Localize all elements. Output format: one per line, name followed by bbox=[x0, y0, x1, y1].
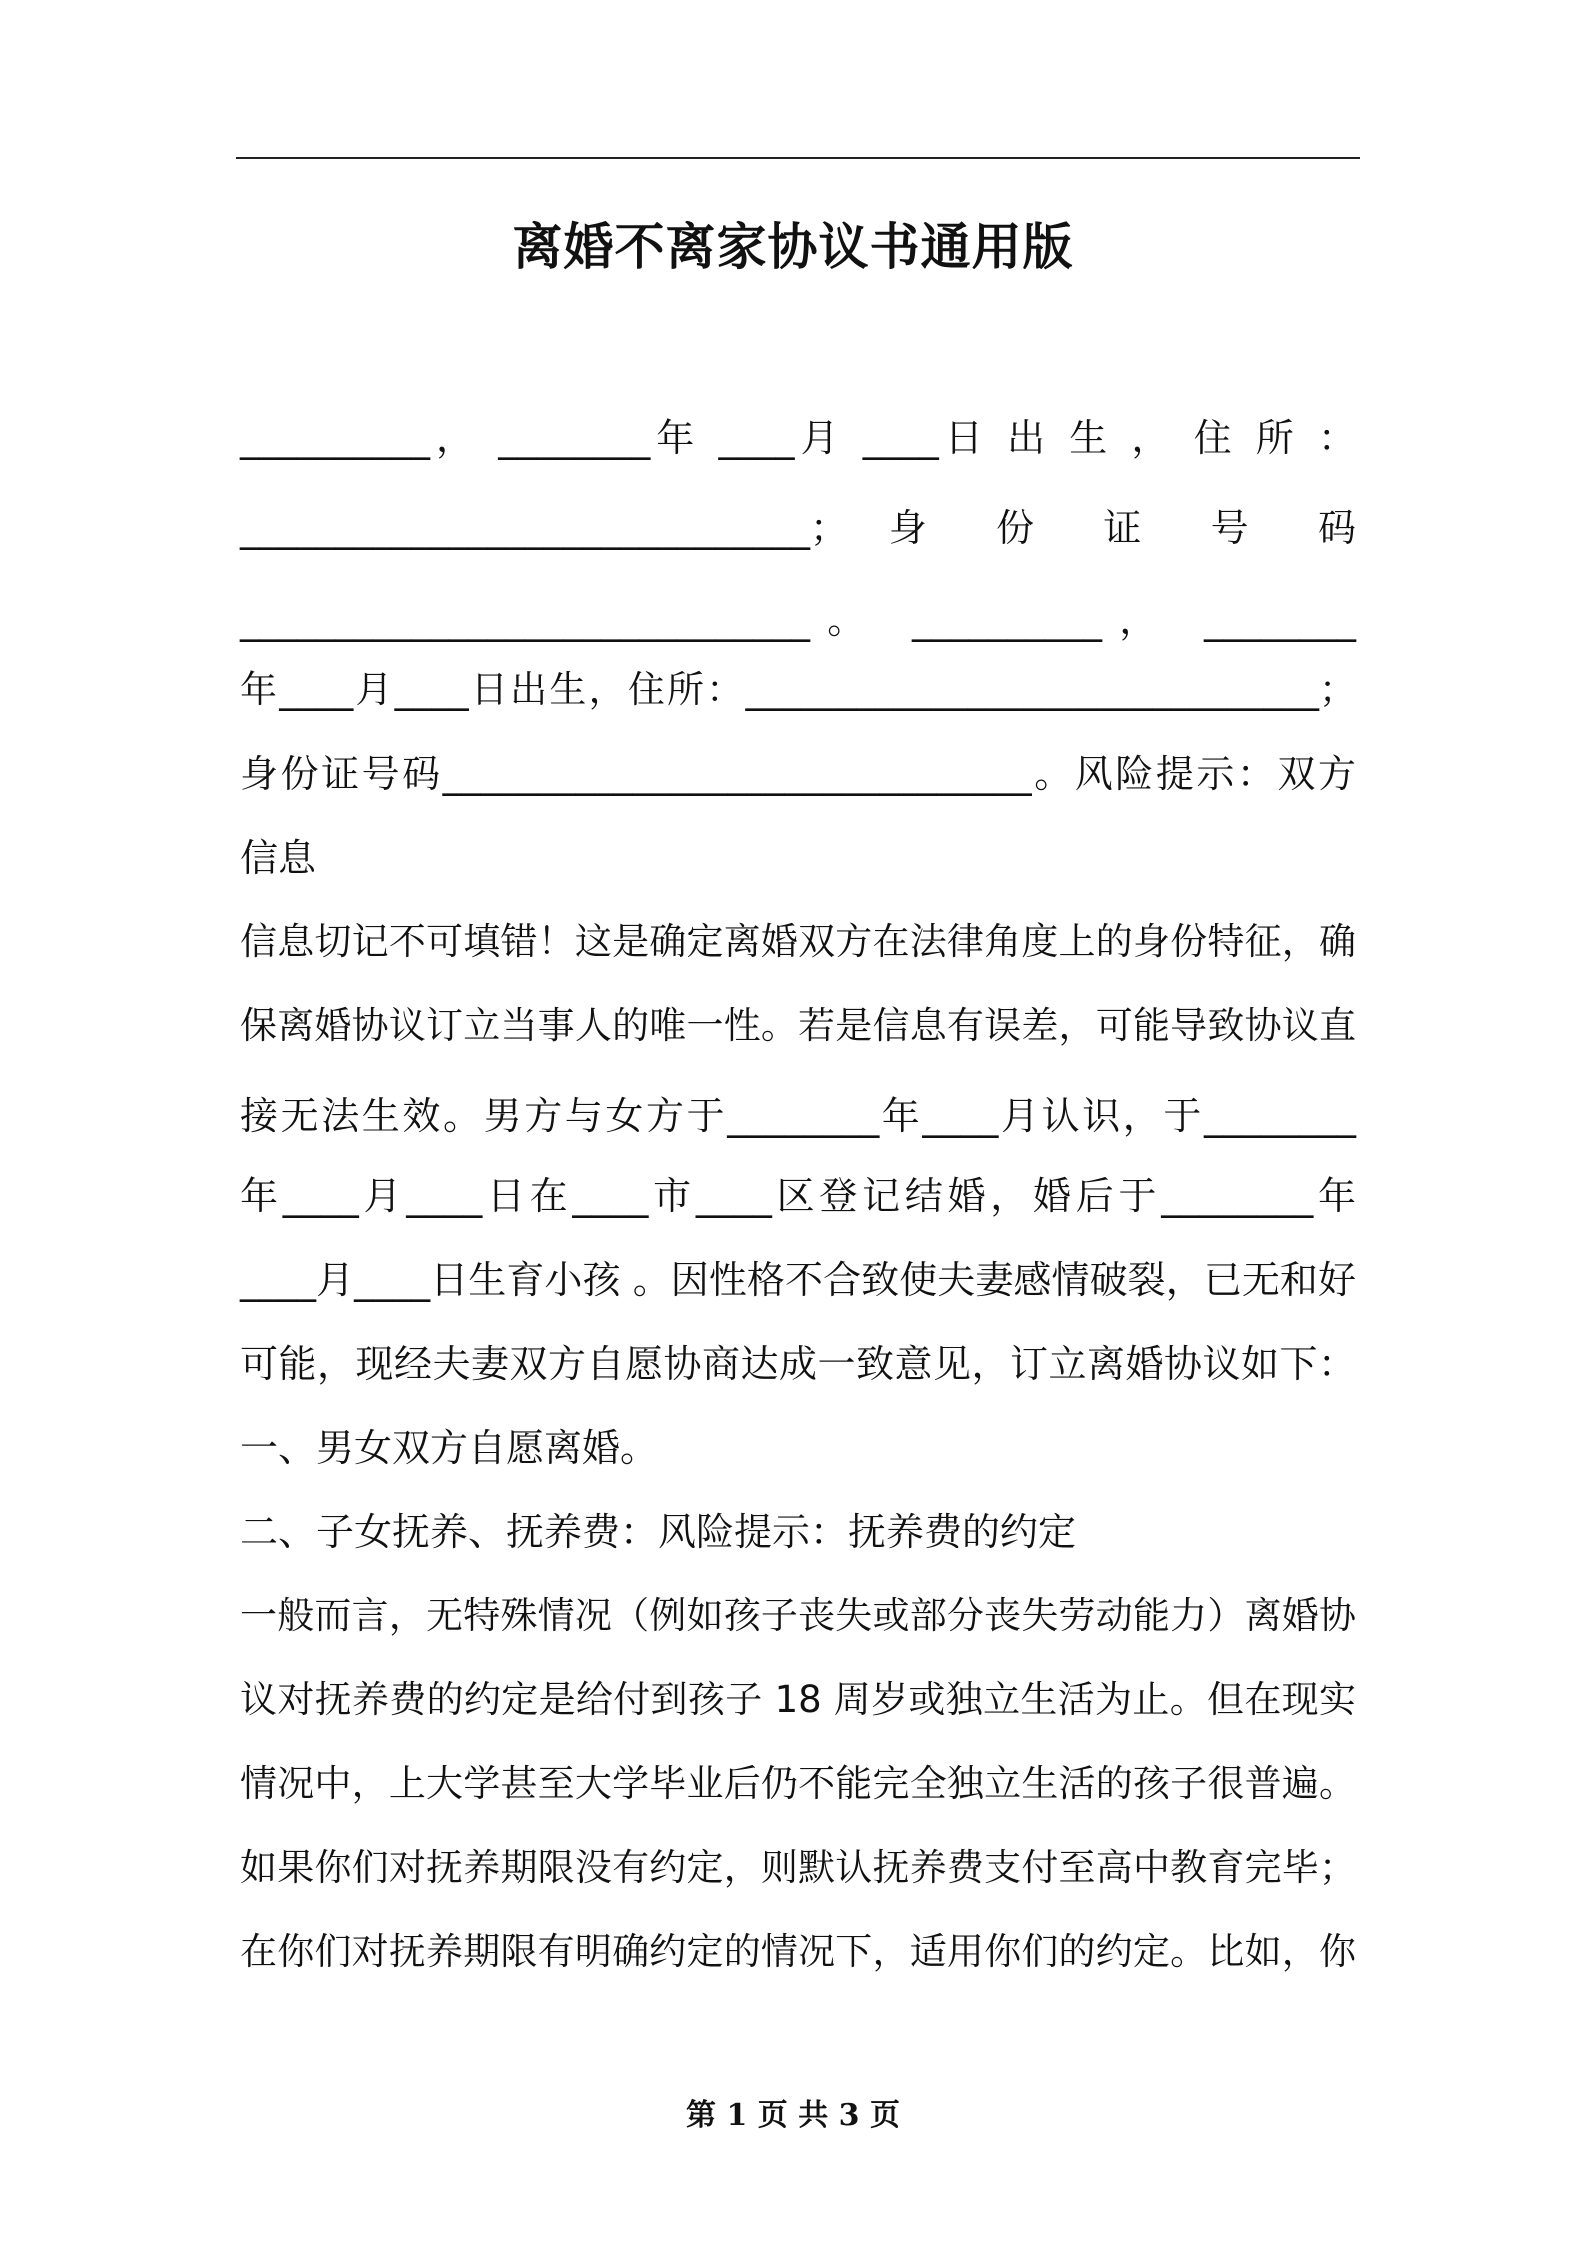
body-line-17: 情况中，上大学甚至大学毕业后仍不能完全独立生活的孩子很普遍。 bbox=[240, 1762, 1356, 1805]
body-line-18: 如果你们对抚养期限没有约定，则默认抚养费支付至高中教育完毕； bbox=[240, 1846, 1356, 1889]
body-line-7: 信息切记不可填错！这是确定离婚双方在法律角度上的身份特征，确 bbox=[240, 920, 1356, 963]
body-line-16: 议对抚养费的约定是给付到孩子 18 周岁或独立生活为止。但在现实 bbox=[240, 1678, 1356, 1721]
body-line-10: 年____月____日在____市____区登记结婚，婚后于________年 bbox=[240, 1174, 1356, 1218]
body-line-2: ______________________________； 身 份 证 号 码 bbox=[240, 506, 1356, 550]
document-title: 离婚不离家协议书通用版 bbox=[512, 218, 1074, 276]
body-line-5: 身份证号码_______________________________。风险提示：双方 bbox=[240, 752, 1356, 796]
body-line-6: 信息 bbox=[240, 836, 317, 880]
body-line-8: 保离婚协议订立当事人的唯一性。若是信息有误差，可能导致协议直 bbox=[240, 1004, 1356, 1047]
body-line-11: ____月____日生育小孩 。因性格不合致使夫妻感情破裂，已无和好 bbox=[240, 1258, 1356, 1302]
body-line-4: 年____月____日出生，住所：_______________________________； bbox=[240, 668, 1356, 711]
body-line-12: 可能，现经夫妻双方自愿协商达成一致意见，订立离婚协议如下： bbox=[240, 1342, 1356, 1386]
body-line-13: 一、男女双方自愿离婚。 bbox=[240, 1426, 659, 1470]
body-line-15: 一般而言，无特殊情况（例如孩子丧失或部分丧失劳动能力）离婚协 bbox=[240, 1594, 1356, 1637]
body-line-1: __________， ________年 ____月 ____日 出 生 ， 住 所 ： bbox=[240, 416, 1356, 460]
body-line-3: ______________________________。 __________， ________ bbox=[240, 598, 1356, 642]
header-rule bbox=[236, 157, 1360, 159]
page-footer: 第 1 页 共 3 页 bbox=[686, 2098, 900, 2133]
body-line-19: 在你们对抚养期限有明确约定的情况下，适用你们的约定。比如，你 bbox=[240, 1930, 1356, 1973]
body-line-9: 接无法生效。男方与女方于________年____月认识，于________ bbox=[240, 1094, 1356, 1138]
body-line-14: 二、子女抚养、抚养费：风险提示：抚养费的约定 bbox=[240, 1510, 1077, 1554]
